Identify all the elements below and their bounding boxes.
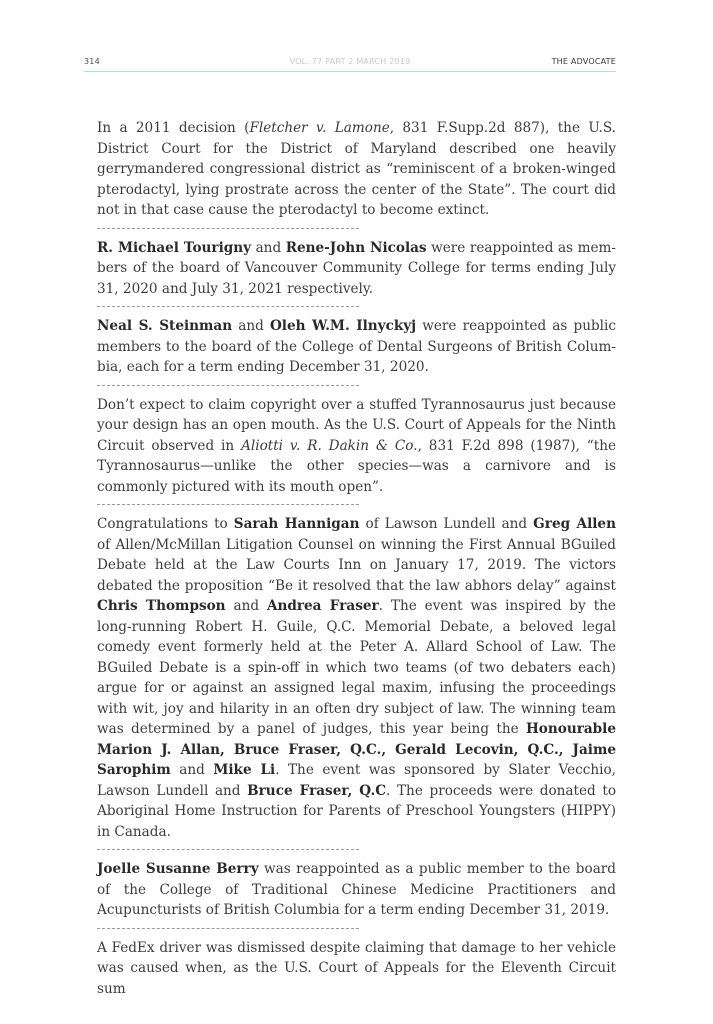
article-body (97, 118, 616, 999)
person-name: Greg Allen (533, 516, 616, 532)
text-run: In a 2011 decision ( (97, 120, 250, 136)
text-run: and (232, 318, 270, 334)
text-run: of Lawson Lundell and (359, 516, 534, 532)
text-run: . The event was sponsored by Slater Vecchio, Lawson Lundell and (97, 762, 617, 799)
person-name: Bruce Fraser, Q.C (247, 782, 387, 799)
news-item (97, 938, 616, 1000)
news-item (97, 238, 616, 300)
person-name: R. Michael Tourigny (97, 239, 252, 256)
text-run: was reappointed as a public member to the board of the College of Traditional Chinese Medicine Practitioners and Acupuncturists of British Columbia for a term ending December 31, 2019. (97, 861, 616, 918)
person-name: Oleh W.M. Ilnyckyj (269, 318, 417, 334)
case-citation: Fletcher v. Lamone (249, 120, 390, 136)
text-run: of Allen/McMillan Litigation Counsel on winning the First Annual BGuiled Debate held at the Law Courts Inn on January 17, 2019. The victors debated the proposition “Be it resolved that the law abhors delay” against (97, 536, 616, 594)
text-run: . The event was inspired by the long-running Robert H. Guile, Q.C. Memorial Debate, a beloved legal comedy event formerly held at the Peter A. Allard School of Law. The BGuiled Debate is a spin-off in which two teams (of two debaters each) argue for or against an assigned legal maxim, infusing the proceedings with wit, joy and hilarity in an often dry subject of law. The winning team was determined by a panel of judges, this year being the (97, 598, 616, 737)
person-name: Mike Li (213, 762, 276, 778)
news-item (97, 514, 616, 842)
item-separator (97, 385, 359, 386)
news-item (97, 316, 616, 378)
news-item (97, 118, 616, 221)
header-rule (84, 71, 616, 72)
person-name: Joelle Susanne Berry (97, 861, 259, 877)
text-run: . The proceeds were donated to Aboriginal Home Instruction for Parents of Preschool Youngsters (HIPPY) in Canada. (97, 782, 617, 840)
item-separator (97, 228, 359, 229)
text-run: A FedEx driver was dismissed despite claiming that damage to her vehicle was caused when, as the U.S. Court of Appeals for the Eleventh Circuit sum (97, 939, 616, 997)
issue-info: VOL. 77 PART 2 MARCH 2019 (289, 57, 411, 66)
person-name: Neal S. Steinman (97, 318, 233, 334)
news-item (97, 859, 616, 921)
text-run: Congratulations to (97, 516, 234, 532)
text-run: Don’t expect to claim copyright over a stuffed Tyrannosaurus just because your design has an open mouth. As the U.S. Court of Appeals for the Ninth Circuit observed in (97, 396, 616, 454)
person-name: Rene-John Nicolas (285, 239, 427, 256)
item-separator (97, 306, 359, 307)
text-run: , 831 F.Supp.2d 887), the U.S. District Court for the District of Maryland described one heavily gerrymandered congressional district as “reminiscent of a broken-winged pterodactyl, lying prostrate across the center of the State”. The court did not in that case cause the pterodactyl to become extinct. (97, 120, 617, 218)
person-name: Chris Thompson (97, 598, 226, 614)
text-run: and (225, 598, 267, 614)
person-name: Honourable Marion J. Allan, Bruce Fraser, Q.C., Gerald Lecovin, Q.C., Jaime Sarophim (97, 721, 616, 778)
text-run: and (251, 239, 286, 256)
page-number: 314 (84, 57, 100, 66)
text-run: and (170, 762, 214, 778)
text-run: were reappointed as public members to the board of the College of Dental Surgeons of British Columbia, each for a term ending December 31, 2020. (97, 318, 616, 375)
text-run: , 831 F.2d 898 (1987), “the Tyrannosaurus—unlike the other species—was a carnivore and is commonly pictured with its mouth open”. (97, 437, 616, 495)
running-header (84, 57, 616, 71)
journal-title: THE ADVOCATE (551, 57, 616, 66)
text-run: were reappointed as members of the board of Vancouver Community College for terms ending July 31, 2020 and July 31, 2021 respectively. (97, 239, 616, 297)
person-name: Sarah Hannigan (233, 516, 360, 532)
news-item (97, 395, 616, 498)
item-separator (97, 928, 359, 929)
item-separator (97, 849, 359, 850)
person-name: Andrea Fraser (266, 598, 379, 614)
case-citation: Aliotti v. R. Dakin & Co. (241, 437, 418, 454)
item-separator (97, 504, 359, 505)
